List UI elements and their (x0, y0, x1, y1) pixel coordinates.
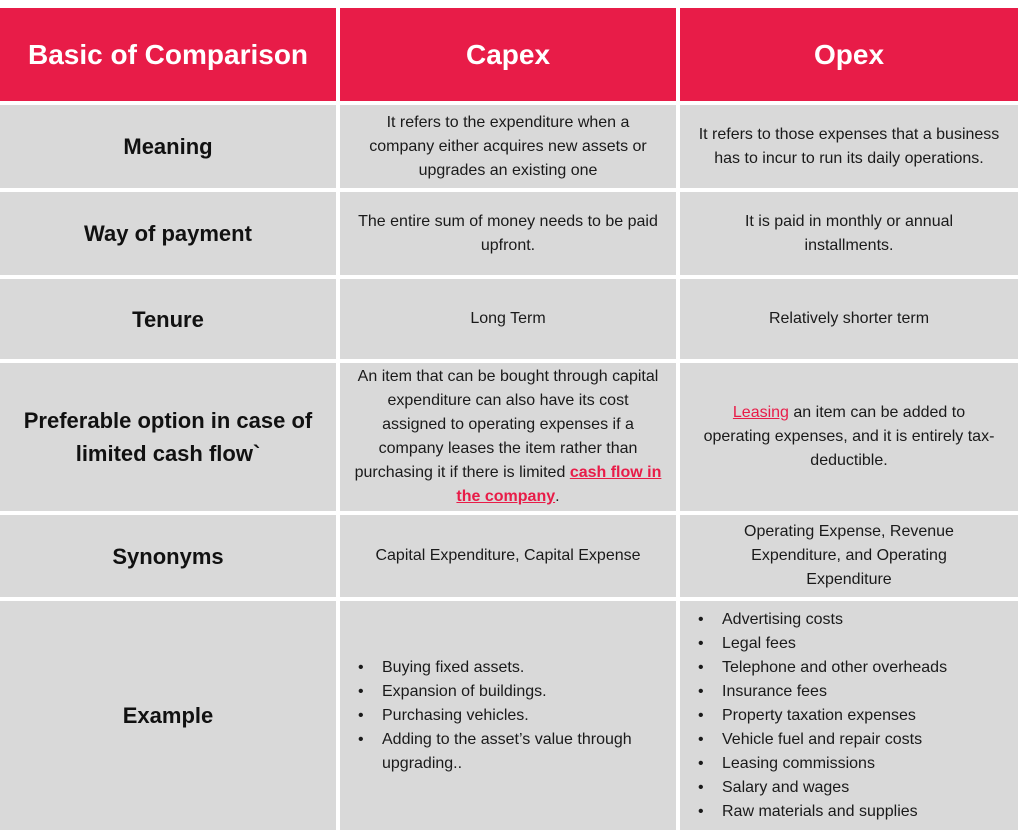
leasing-link[interactable]: Leasing (732, 404, 789, 421)
opex-payment-cell (680, 192, 1018, 275)
list-item: • Adding to the asset’s value through upgrading.. (354, 728, 676, 776)
opex-synonyms-cell (680, 515, 1018, 597)
list-item: • Raw materials and supplies (694, 800, 947, 824)
capex-preferable-end: . (555, 488, 560, 505)
header-capex (340, 8, 676, 101)
list-item: • Legal fees (694, 632, 947, 656)
capex-tenure-cell (340, 279, 676, 359)
capex-meaning-text: It refers to the expenditure when a company either acquires new assets or upgrades an existing one (369, 113, 647, 179)
list-item: • Expansion of buildings. (354, 680, 676, 704)
capex-synonyms-cell (340, 515, 676, 597)
capex-preferable-paragraph (354, 365, 662, 509)
row-label-preferable-text: Preferable option in case of limited cash flow` (23, 408, 313, 466)
list-item: • Insurance fees (694, 680, 947, 704)
opex-tenure-cell (680, 279, 1018, 359)
opex-synonyms-text: Operating Expense, Revenue Expenditure, and Operating Expenditure (744, 523, 954, 588)
header-opex-text: Opex (813, 38, 885, 70)
header-capex-text: Capex (465, 38, 551, 70)
list-item: • Buying fixed assets. (354, 656, 676, 680)
capex-example-list (354, 656, 676, 776)
row-label-meaning-text: Meaning (123, 134, 213, 159)
capex-meaning-cell (340, 105, 676, 188)
opex-example-list (694, 608, 947, 824)
list-item: • Advertising costs (694, 608, 947, 632)
list-item: • Property taxation expenses (694, 704, 947, 728)
header-basis-text: Basic of Comparison (27, 38, 309, 70)
row-label-example (0, 601, 336, 830)
row-label-payment (0, 192, 336, 275)
opex-example-cell (680, 601, 1018, 830)
row-label-meaning (0, 105, 336, 188)
opex-preferable-paragraph (698, 401, 1000, 473)
list-item: • Purchasing vehicles. (354, 704, 676, 728)
opex-payment-text: It is paid in monthly or annual installments. (744, 212, 954, 254)
header-basis (0, 8, 336, 101)
row-label-synonyms-text: Synonyms (112, 543, 224, 569)
list-item: • Vehicle fuel and repair costs (694, 728, 947, 752)
list-item: • Salary and wages (694, 776, 947, 800)
list-item: • Telephone and other overheads (694, 656, 947, 680)
row-label-synonyms (0, 515, 336, 597)
capex-payment-text: The entire sum of money needs to be paid upfront. (358, 212, 658, 254)
opex-tenure-text: Relatively shorter term (768, 310, 930, 327)
row-label-preferable (0, 363, 336, 511)
capex-example-cell (340, 601, 676, 830)
opex-preferable-cell (680, 363, 1018, 511)
list-item: • Leasing commissions (694, 752, 947, 776)
row-label-tenure (0, 279, 336, 359)
capex-preferable-text: An item that can be bought through capital expenditure can also have its cost assigned to operating expenses if a company leases the item rather than purchasing it if there is limited (354, 368, 659, 481)
capex-tenure-text: Long Term (470, 310, 546, 327)
cash-flow-link[interactable]: cash flow in the company (456, 464, 662, 505)
row-label-tenure-text: Tenure (132, 306, 204, 332)
opex-preferable-text: an item can be added to operating expenses, and it is entirely tax-deductible. (703, 404, 995, 469)
opex-meaning-cell (680, 105, 1018, 188)
header-opex (680, 8, 1018, 101)
capex-payment-cell (340, 192, 676, 275)
row-label-example-text: Example (122, 703, 214, 728)
capex-synonyms-text: Capital Expenditure, Capital Expense (375, 547, 641, 564)
row-label-payment-text: Way of payment (84, 221, 252, 246)
opex-meaning-text: It refers to those expenses that a business has to incur to run its daily operations. (698, 125, 1000, 167)
capex-preferable-cell (340, 363, 676, 511)
